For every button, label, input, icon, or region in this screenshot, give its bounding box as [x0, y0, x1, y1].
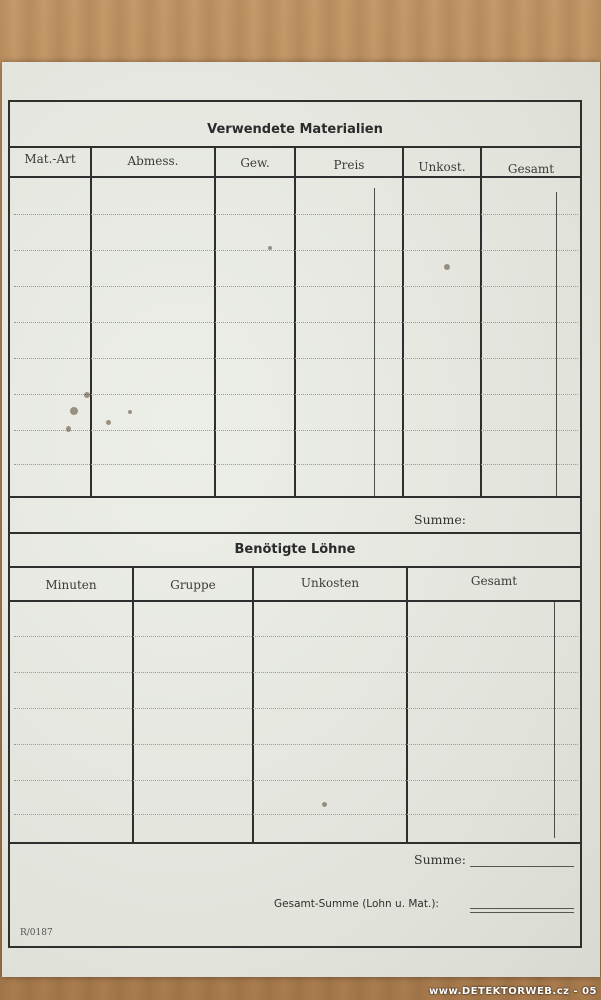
wages-summe-line	[470, 866, 574, 867]
col-separator	[406, 566, 408, 844]
row-line	[14, 394, 578, 395]
stain	[268, 246, 272, 250]
row-line	[14, 250, 578, 251]
divider	[10, 566, 580, 568]
col-gesamt: Gesamt	[507, 162, 555, 176]
row-line	[14, 214, 578, 215]
row-line	[14, 814, 578, 815]
divider	[10, 532, 580, 534]
divider	[10, 600, 580, 602]
materials-summe-label: Summe:	[414, 512, 466, 527]
row-line	[14, 636, 578, 637]
row-line	[14, 430, 578, 431]
col-sub-separator	[556, 192, 557, 498]
wages-title: Benötigte Löhne	[234, 542, 356, 557]
stain	[128, 410, 132, 414]
stain	[66, 426, 71, 432]
row-line	[14, 708, 578, 709]
col-separator	[252, 566, 254, 844]
row-line	[14, 464, 578, 465]
row-line	[14, 672, 578, 673]
total-label: Gesamt-Summe (Lohn u. Mat.):	[274, 898, 439, 910]
col-gruppe: Gruppe	[170, 578, 216, 592]
row-line	[14, 286, 578, 287]
stain	[106, 420, 111, 425]
col-preis: Preis	[333, 158, 365, 172]
form-frame	[8, 100, 582, 948]
wages-summe-label: Summe:	[414, 852, 466, 867]
row-line	[14, 358, 578, 359]
watermark: www.DETEKTORWEB.cz - 05	[429, 986, 597, 997]
col-sub-separator	[374, 188, 375, 498]
stain	[70, 407, 78, 415]
divider	[10, 496, 580, 498]
col-mat-art: Mat.-Art	[24, 152, 76, 166]
stain	[322, 802, 327, 807]
row-line	[14, 780, 578, 781]
col-abmess: Abmess.	[127, 154, 179, 168]
col-separator	[132, 566, 134, 844]
form-number: R/0187	[20, 928, 53, 938]
col-minuten: Minuten	[45, 578, 97, 592]
col-unkosten: Unkosten	[300, 576, 360, 590]
col-gew: Gew.	[240, 156, 270, 170]
col-sub-separator	[554, 602, 555, 838]
stain	[444, 264, 450, 270]
divider	[10, 842, 580, 844]
col-unkost: Unkost.	[418, 160, 466, 174]
stain	[84, 392, 90, 398]
form-sheet	[2, 62, 600, 977]
materials-title: Verwendete Materialien	[207, 122, 383, 137]
row-line	[14, 322, 578, 323]
total-double-line	[470, 912, 574, 913]
row-line	[14, 744, 578, 745]
total-line	[470, 908, 574, 909]
col-wages-gesamt: Gesamt	[470, 574, 518, 588]
